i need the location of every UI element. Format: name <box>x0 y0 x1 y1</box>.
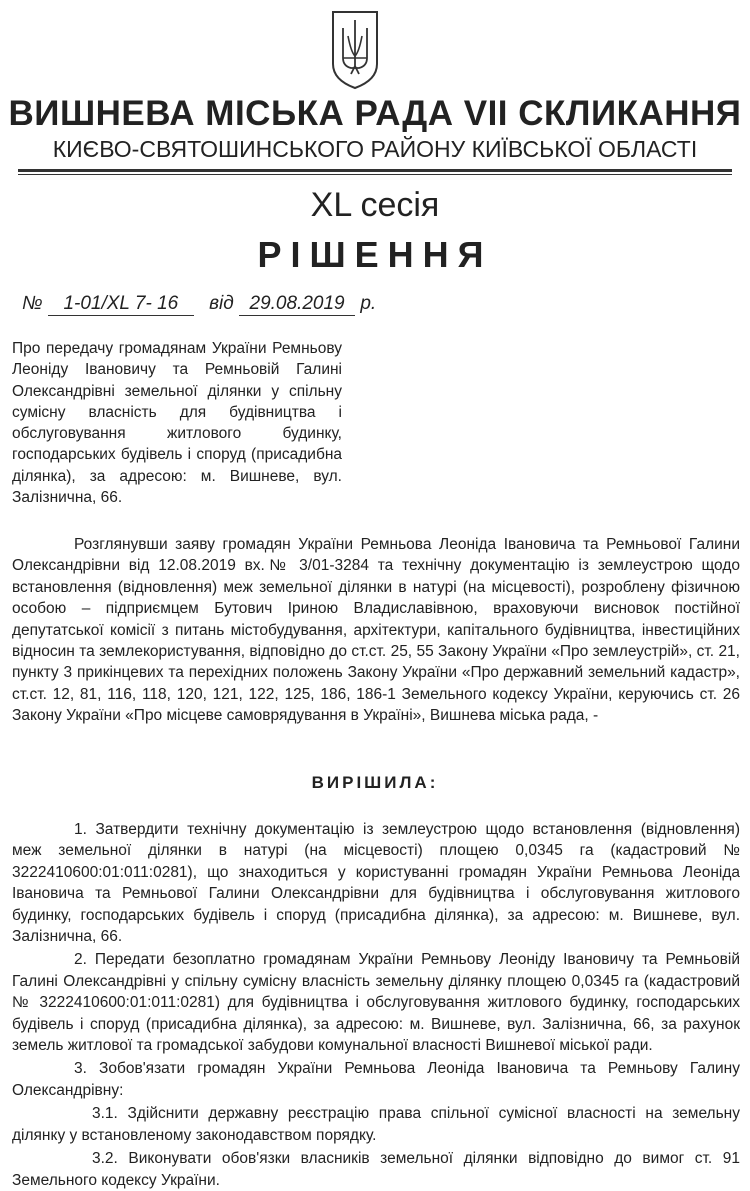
item-3-1: 3.1. Здійснити державну реєстрацію права спільної сумісної власності на земельну ділянку у встановленому законодавством порядку. <box>12 1105 740 1144</box>
year-suffix: р. <box>360 293 377 314</box>
resolved-title: ВИРІШИЛА: <box>311 773 439 792</box>
item-1: 1. Затвердити технічну документацію із землеустрою щодо встановлення (відновлення) меж земельної ділянки в натурі (на місцевості) площею 0,0345 га (кадастровий № 3222410600:01:011:0281), що знаходиться у користуванні громадян України Ремньова Леоніда Івановича та Ремньової Галини Олександрівни для будівництва і обслуговування житлового будинку, господарських будівель і споруд (присадибна ділянка), за адресою: м. Вишневе, вул. Залізнична, 66. <box>12 821 740 946</box>
header-divider-thin <box>18 174 732 175</box>
council-name: ВИШНЕВА МІСЬКА РАДА VII СКЛИКАННЯ <box>8 94 742 133</box>
date-label: від <box>209 293 234 314</box>
item-3-2: 3.2. Виконувати обов'язки власників земельної ділянки відповідно до вимог ст. 91 Земельного кодексу України. <box>12 1150 740 1189</box>
district-name: КИЄВО-СВЯТОШИНСЬКОГО РАЙОНУ КИЇВСЬКОЇ ОБЛАСТІ <box>52 136 698 162</box>
coat-of-arms-icon <box>329 8 381 92</box>
document-number-line <box>22 293 376 316</box>
preamble-text: Розглянувши заяву громадян України Ремньова Леоніда Івановича та Ремньової Галини Олександрівни від 12.08.2019 вх.№ 3/01-3284 та технічну документацію із землеустрою щодо встановлення (відновлення) меж земельної ділянки в натурі (на місцевості), розроблену фізичною особою – підприємцем Бутович Іриною Владиславівною, враховуючи висновок постійної депутатської комісії з питань містобудування, архітектури, капітального будівництва, інвестиційних відносин та землекористування, відповідно до ст.ст. 25, 55 Закону України «Про землеустрій», ст. 21, пункту 3 прикінцевих та перехідних положень Закону України «Про державний земельний кадастр», ст.ст. 12, 81, 116, 118, 120, 121, 122, 125, 186, 186-1 Земельного кодексу України, керуючись ст. 26 Закону України «Про місцеве самоврядування в Україні», Вишнева міська рада, - <box>12 536 740 725</box>
decision-title: РІШЕННЯ <box>257 234 493 275</box>
decision-items <box>12 819 740 1191</box>
item-2: 2. Передати безоплатно громадянам України Ремньову Леоніду Івановичу та Ремньовій Галині Олександрівні у спільну сумісну власність земельну ділянку площею 0,0345 га (кадастровий № 3222410600:01:011:0281) для будівництва і обслуговування житлового будинку, господарських будівель і споруд (присадибна ділянка), за адресою: м. Вишневе, вул. Залізнична, 66, за рахунок земель житлової та громадської забудови комунальної власності Вишневої міської ради. <box>12 951 740 1055</box>
decision-subject: Про передачу громадянам України Ремньову Леоніду Івановичу та Ремньовій Галині Олександрівні земельної ділянки у спільну сумісну власність для будівництва і обслуговування житлового будинку, господарських будівель і споруд (присадибна ділянка), за адресою: м. Вишневе, вул. Залізнична, 66. <box>12 340 342 507</box>
header-divider <box>18 169 732 172</box>
document-date: 29.08.2019 <box>239 293 355 316</box>
document-number: 1-01/XL 7- 16 <box>48 293 194 316</box>
number-label: № <box>22 293 43 314</box>
item-3: 3. Зобов'язати громадян України Ремньова Леоніда Івановича та Ремньову Галину Олександрівну: <box>12 1060 740 1099</box>
preamble <box>12 534 740 727</box>
session-title: XL сесія <box>310 186 440 224</box>
